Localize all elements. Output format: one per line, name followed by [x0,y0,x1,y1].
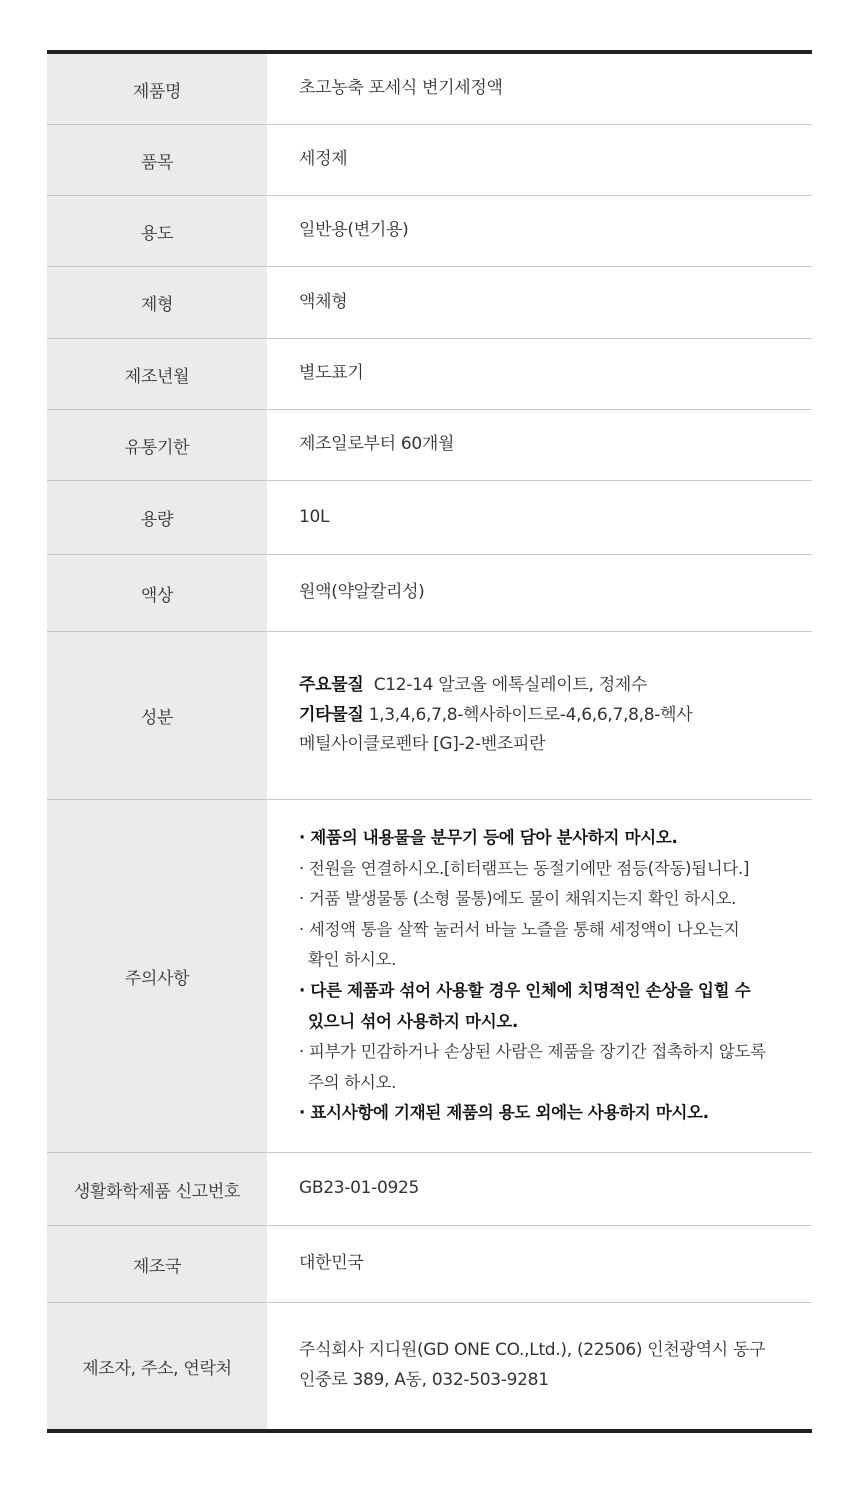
row-product-name [47,54,812,125]
row-expiry [47,410,812,481]
label-ingredients: 성분 [47,632,267,799]
value-report-number: GB23-01-0925 [299,1178,420,1199]
row-cautions [47,800,812,1153]
value-volume: 10L [299,506,330,527]
ingredient-main-value: C12-14 알코올 에톡실레이트, 정제수 [373,674,648,695]
value-country: 대한민국 [299,1253,364,1274]
row-country [47,1226,812,1303]
row-ingredients [47,632,812,800]
label-product-name: 제품명 [47,54,267,124]
manufacturer-line-2: 인중로 389, A동, 032-503-9281 [299,1370,549,1390]
row-report-number [47,1153,812,1226]
caution-line: · 거품 발생물통 (소형 물통)에도 물이 채워지는지 확인 하시오. [299,889,737,909]
ingredient-other-value: 1,3,4,6,7,8-헥사하이드로-4,6,6,7,8,8-헥사 [368,704,693,725]
label-expiry: 유통기한 [47,410,267,480]
caution-line: 확인 하시오. [308,950,397,970]
ingredient-main [299,671,800,701]
manufacturer-line-1: 주식회사 지디원(GD ONE CO.,Ltd.), (22506) 인천광역시 동구 [299,1340,766,1361]
ingredient-other [299,701,800,731]
label-usage: 용도 [47,196,267,266]
label-report-number: 생활화학제품 신고번호 [47,1153,267,1225]
label-cautions: 주의사항 [47,800,267,1152]
value-manufacture-date: 별도표기 [299,363,364,384]
label-item: 품목 [47,125,267,195]
caution-line: · 전원을 연결하시오.[히터램프는 동절기에만 점등(작동)됩니다.] [299,858,750,878]
value-expiry: 제조일로부터 60개월 [299,434,455,455]
value-liquid-type: 원액(약알칼리성) [299,582,425,603]
row-liquid-type [47,555,812,632]
caution-line: · 표시사항에 기재된 제품의 용도 외에는 사용하지 마시오. [299,1103,709,1123]
label-volume: 용량 [47,481,267,554]
product-info-table [47,50,812,1433]
value-item: 세정제 [299,149,348,170]
value-cautions [267,800,812,1152]
value-ingredients [267,632,812,799]
caution-line: · 제품의 내용물을 분무기 등에 담아 분사하지 마시오. [299,828,678,848]
ingredient-main-title: 주요물질 [299,674,364,695]
ingredient-other-cont: 메틸사이클로펜타 [G]-2-벤조피란 [299,734,546,755]
ingredient-other-title: 기타물질 [299,704,364,725]
value-form: 액체형 [299,291,348,312]
label-liquid-type: 액상 [47,555,267,631]
label-form: 제형 [47,267,267,338]
value-product-name: 초고농축 포세식 변기세정액 [299,78,503,99]
caution-line: 주의 하시오. [308,1072,397,1092]
row-usage [47,196,812,267]
caution-line: · 다른 제품과 섞어 사용할 경우 인체에 치명적인 손상을 입힐 수 [299,981,751,1000]
label-manufacturer: 제조자, 주소, 연락처 [47,1303,267,1429]
row-form [47,267,812,339]
value-manufacturer [267,1303,812,1429]
label-country: 제조국 [47,1226,267,1302]
value-usage: 일반용(변기용) [299,220,409,241]
caution-line: · 피부가 민감하거나 손상된 사람은 제품을 장기간 접촉하지 않도록 [299,1042,766,1062]
caution-line: 있으니 섞어 사용하지 마시오. [308,1011,518,1031]
row-manufacture-date [47,339,812,410]
row-volume [47,481,812,555]
label-manufacture-date: 제조년월 [47,339,267,409]
caution-line: · 세정액 통을 살짝 눌러서 바늘 노즐을 통해 세정액이 나오는지 [299,919,740,939]
row-manufacturer [47,1303,812,1429]
row-item [47,125,812,196]
